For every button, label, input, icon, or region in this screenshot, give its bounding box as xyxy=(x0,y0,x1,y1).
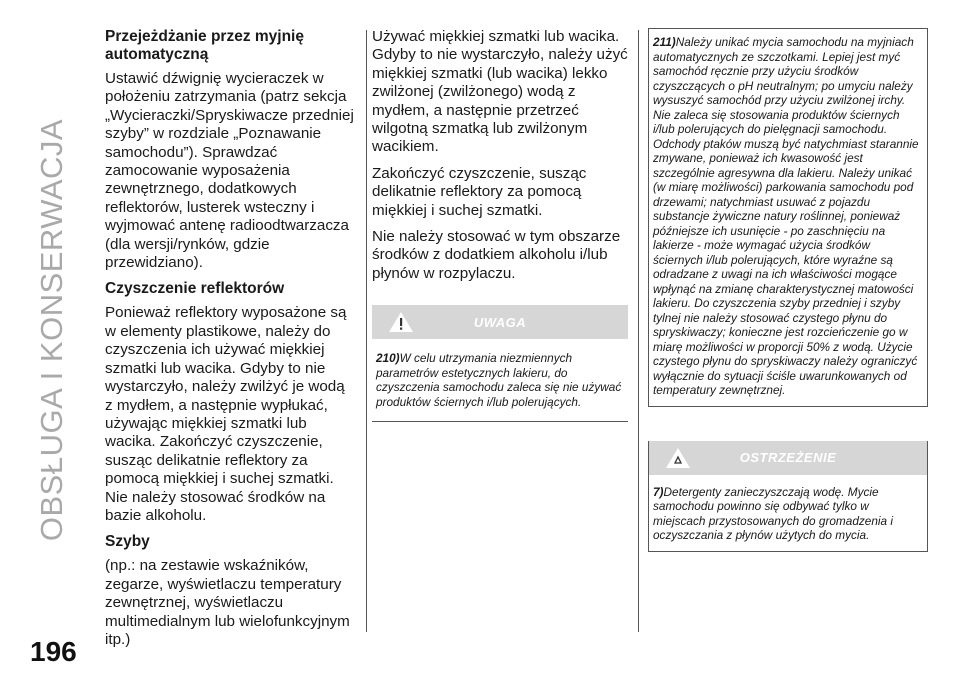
paragraph-soft-cloth: Używać miękkiej szmatki lub wacika. Gdyby to nie wystarczyło, należy użyć miękkiej szmatki (lub wacika) lekko zwilżonej (zwilżonego) wodą z mydłem, a następnie przetrzeć wilgotną szmatką lub zwilżonym wacikiem. xyxy=(372,28,628,156)
column-2 xyxy=(372,28,628,422)
notice-text xyxy=(372,339,628,421)
section-side-title: OBSŁUGA I KONSERWACJA xyxy=(34,118,69,542)
paragraph-dry: Zakończyć czyszczenie, susząc delikatnie reflektory za pomocą miękkiej i suchej szmatki. xyxy=(372,164,587,219)
paragraph-windows: (np.: na zestawie wskaźników, zegarze, wyświetlaczu temperatury zewnętrznej, wyświetlaczu multimedialnym lub wielofunkcyjnym itp.) xyxy=(105,557,350,648)
paragraph-car-wash: Ustawić dźwignię wycieraczek w położeniu zatrzymania (patrz sekcja „Wycieraczki/Spryskiwacze przedniej szyby” w rozdziale „Poznawanie samochodu”). Sprawdzać zamocowanie wyposażenia zewnętrznego, dodatkowych reflektorów, lusterek wsteczny i wyjmować antenę radioodtwarzacza (dla wersji/rynków, gdzie przewidziano). xyxy=(105,70,354,272)
notice-number: 210) xyxy=(376,351,400,366)
warning-body: Detergenty zanieczyszczają wodę. Mycie samochodu powinno się odbywać tylko w miejscach przystosowanych do gromadzenia i oczyszczania z płynów użytych do mycia. xyxy=(653,484,893,542)
recycle-triangle-icon xyxy=(665,447,691,474)
notice-title: UWAGA xyxy=(473,314,527,330)
paragraph-no-alcohol: Nie należy stosować w tym obszarze środków z dodatkiem alkoholu i/lub płynów w rozpylaczu. xyxy=(372,228,621,282)
column-1 xyxy=(105,28,355,657)
note-text-211 xyxy=(653,35,923,398)
column-3 xyxy=(648,28,928,552)
column-divider xyxy=(638,30,639,632)
heading-headlights: Czyszczenie reflektorów xyxy=(105,280,285,298)
warning-triangle-icon xyxy=(388,311,414,338)
note-number: 211) xyxy=(653,35,676,49)
warning-header xyxy=(649,441,927,475)
warning-text xyxy=(649,475,927,551)
notice-header xyxy=(372,305,628,339)
page-number: 196 xyxy=(30,636,77,667)
column-divider xyxy=(366,30,367,632)
heading-windows: Szyby xyxy=(105,533,150,551)
note-body: Należy unikać mycia samochodu na myjniach automatycznych ze szczotkami. Lepiej jest myć samochód ręcznie przy użyciu środków czyszczących o pH neutralnym; po umyciu należy wysuszyć samochód przy użyciu zwilżonej irchy. Nie zaleca się stosowania produktów ściernych i/lub polerujących do pielęgnacji samochodu. Odchody ptaków muszą być natychmiast starannie zmywane, ponieważ ich kwasowość jest szczególnie agresywna dla lakieru. Należy unikać (w miarę możliwości) parkowania samochodu pod drzewami; natychmiast usuwać z pojazdu substancje żywiczne natury roślinnej, ponieważ późniejsze ich usunięcie - po zaschnięciu na lakierze - może wymagać użycia środków ściernych i/lub polerujących, które wyraźne są odradzane z uwagi na ich właściwości mogące wpłynąć na zmianę charakterystycznej matowości lakieru. Do czyszczenia szyby przedniej i szyby tylnej nie należy stosować czystego płynu do spryskiwaczy; konieczne jest rozcieńczenie go w miarę możliwości w proporcji 50% z wodą. Użycie czystego płynu do spryskiwaczy należy ograniczyć wyłącznie do sytuacji ściśle uwarunkowanych od temperatury zewnętrznej. xyxy=(653,35,919,397)
notice-box xyxy=(372,305,628,422)
warning-title: OSTRZEŻENIE xyxy=(739,450,837,465)
note-box-211 xyxy=(648,28,928,407)
heading-car-wash: Przejeżdżanie przez myjnię automatyczną xyxy=(105,28,304,63)
paragraph-headlights: Ponieważ reflektory wyposażone są w elementy plastikowe, należy do czyszczenia ich używać miękkiej szmatki lub wacika. Gdyby to nie wystarczyło, należy zwilżyć je wodą z mydłem, a następnie wypłukać, używając miękkiej szmatki lub wacika. Zakończyć czyszczenie, susząc delikatnie reflektory za pomocą miękkiej i suchej szmatki. Nie należy stosować środków na bazie alkoholu. xyxy=(105,304,347,524)
warning-number: 7) xyxy=(653,484,664,499)
warning-box xyxy=(648,441,928,552)
notice-body: W celu utrzymania niezmiennych parametrów estetycznych lakieru, do czyszczenia samochodu zaleca się nie używać produktów ściernych i/lub polerujących. xyxy=(376,351,622,409)
